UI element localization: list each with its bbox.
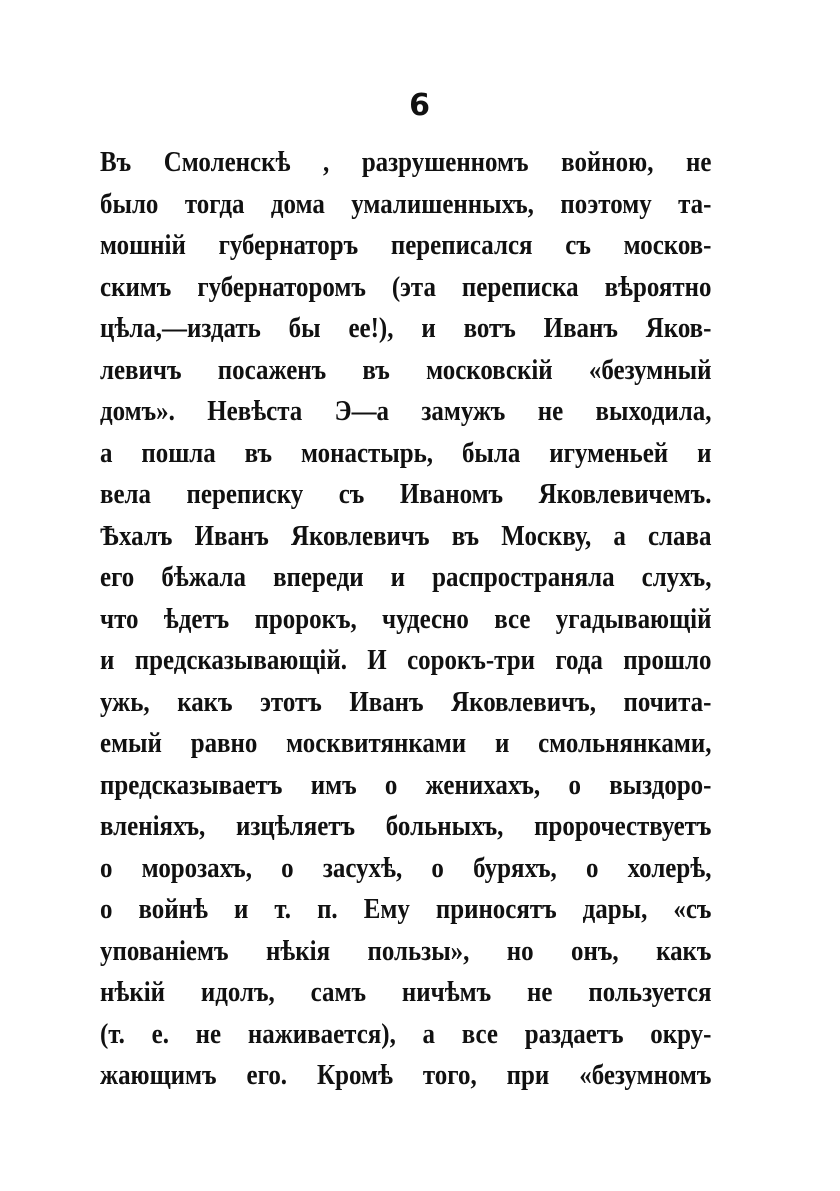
text-line: ужь, какъ этотъ Иванъ Яковлевичъ, почита-: [100, 685, 712, 718]
text-line: жающимъ его. Кромѣ того, при «безумномъ: [100, 1059, 712, 1091]
text-line: скимъ губернаторомъ (эта переписка вѣроятно: [100, 270, 712, 303]
text-line: домъ». Невѣста Э—а замужъ не выходила,: [100, 395, 712, 427]
text-line: что ѣдетъ пророкъ, чудесно все угадывающій: [100, 602, 712, 635]
text-line: о морозахъ, о засухѣ, о буряхъ, о холерѣ,: [100, 851, 712, 884]
text-line: цѣла,—издать бы ее!), и вотъ Иванъ Яков-: [100, 312, 712, 344]
body-text: [100, 142, 712, 1097]
text-line: Въ Смоленскѣ , разрушенномъ войною, не: [100, 146, 712, 178]
text-line: предсказываетъ имъ о женихахъ, о выздоро-: [100, 768, 712, 801]
text-line: упованіемъ нѣкія пользы», но онъ, какъ: [100, 934, 712, 967]
text-line: нѣкій идолъ, самъ ничѣмъ не пользуется: [100, 976, 712, 1008]
text-line: а пошла въ монастырь, была игуменьей и: [100, 436, 712, 469]
text-line: его бѣжала впереди и распространяла слухъ,: [100, 561, 712, 593]
text-line: вела переписку съ Иваномъ Яковлевичемъ.: [100, 478, 712, 510]
text-line: (т. е. не наживается), а все раздаетъ окру-: [100, 1017, 712, 1050]
text-line: было тогда дома умалишенныхъ, поэтому та-: [100, 187, 712, 220]
text-line: левичъ посаженъ въ московскій «безумный: [100, 353, 712, 386]
text-line: мошній губернаторъ переписался съ москов-: [100, 229, 712, 261]
text-line: о войнѣ и т. п. Ему приносятъ дары, «съ: [100, 893, 712, 925]
text-line: емый равно москвитянками и смольнянками,: [100, 727, 712, 759]
text-line: вленіяхъ, изцѣляетъ больныхъ, пророчествуетъ: [100, 810, 712, 842]
page-number: 6: [409, 88, 431, 123]
text-line: Ѣхалъ Иванъ Яковлевичъ въ Москву, а слава: [100, 519, 712, 552]
text-line: и предсказывающій. И сорокъ-три года прошло: [100, 644, 712, 676]
